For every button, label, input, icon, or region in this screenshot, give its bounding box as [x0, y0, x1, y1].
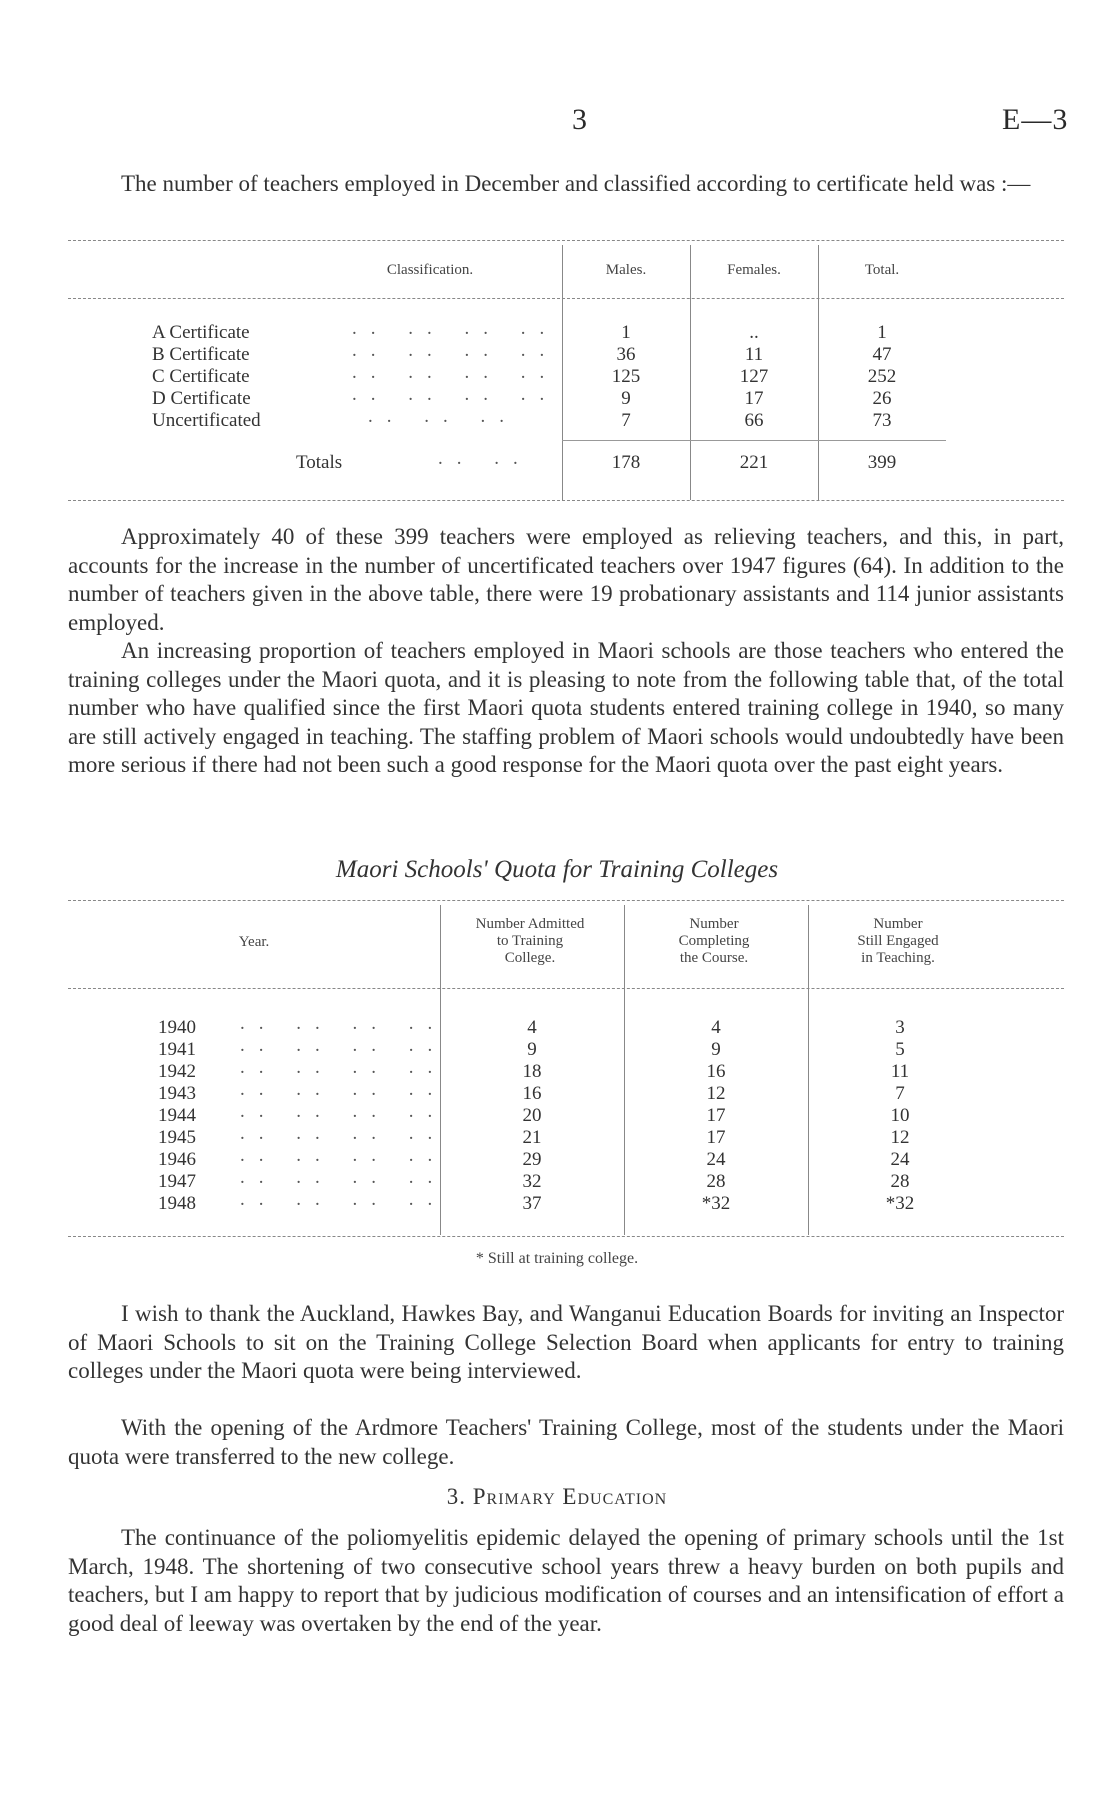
section-title: Primary Education — [472, 1484, 668, 1509]
header-classification: Classification. — [386, 262, 474, 278]
completing-value: 17 — [706, 1105, 726, 1126]
document-reference: E—3 — [1002, 103, 1069, 136]
admitted-value: 9 — [527, 1039, 537, 1060]
table-rule-top — [68, 240, 1064, 241]
table-rule-top — [68, 900, 1064, 901]
header-line: Still Engaged — [857, 933, 939, 949]
leader-dots: .. .. .. .. — [352, 362, 559, 383]
admitted-value: 37 — [522, 1193, 542, 1214]
total-value: 252 — [867, 366, 897, 387]
admitted-value: 21 — [522, 1127, 542, 1148]
males-value: 9 — [621, 388, 631, 409]
row-label: D Certificate — [152, 388, 251, 409]
completing-value: 24 — [706, 1149, 726, 1170]
header-completing — [624, 916, 804, 967]
total-value: 26 — [872, 388, 892, 409]
table-rule-bottom — [68, 1236, 1064, 1237]
header-males: Males. — [605, 262, 647, 278]
header-total: Total. — [864, 262, 900, 278]
engaged-value: 10 — [890, 1105, 910, 1126]
males-value: 7 — [621, 410, 631, 431]
leader-dots: .. .. — [438, 448, 532, 469]
leader-dots: .. .. .. .. — [352, 340, 559, 361]
leader-dots: .. .. .. — [368, 406, 518, 427]
year-value: 1948 — [158, 1193, 196, 1214]
leader-dots: .. .. .. .. — [240, 1035, 447, 1056]
header-line: Number — [689, 916, 739, 932]
completing-value: 28 — [706, 1171, 726, 1192]
header-line: the Course. — [679, 950, 749, 966]
row-label: B Certificate — [152, 344, 250, 365]
males-value: 125 — [611, 366, 641, 387]
leader-dots: .. .. .. .. — [240, 1189, 447, 1210]
males-value: 36 — [616, 344, 636, 365]
header-year: Year. — [238, 934, 270, 950]
year-value: 1941 — [158, 1039, 196, 1060]
year-value: 1942 — [158, 1061, 196, 1082]
leader-dots: .. .. .. .. — [240, 1013, 447, 1034]
leader-dots: .. .. .. .. — [240, 1145, 447, 1166]
engaged-value: 3 — [895, 1017, 905, 1038]
header-line: Completing — [678, 933, 750, 949]
admitted-value: 29 — [522, 1149, 542, 1170]
females-value: 17 — [744, 388, 764, 409]
header-engaged — [808, 916, 988, 967]
header-line: College. — [504, 950, 556, 966]
engaged-value: 7 — [895, 1083, 905, 1104]
table-rule-header — [68, 298, 1064, 299]
year-value: 1943 — [158, 1083, 196, 1104]
page-number: 3 — [572, 103, 587, 136]
header-line: Number Admitted — [475, 916, 585, 932]
leader-dots: .. .. .. .. — [240, 1057, 447, 1078]
row-label: Uncertificated — [152, 410, 261, 431]
paragraph-maori-quota: An increasing proportion of teachers employed in Maori schools are those teachers who entered the training colleges under the Maori quota, and it is pleasing to note from the following table that, of the total number who have qualified since the first Maori quota students entered training college in 1940, so many are still actively engaged in teaching. The staffing problem of Maori schools would undoubtedly have been more serious if there had not been such a good response for the Maori quota over the past eight years. — [68, 638, 1064, 777]
engaged-value: 11 — [890, 1061, 910, 1082]
leader-dots: .. .. .. .. — [240, 1123, 447, 1144]
completing-value: 9 — [711, 1039, 721, 1060]
total-value: 73 — [872, 410, 892, 431]
total-value: 1 — [877, 322, 887, 343]
admitted-value: 20 — [522, 1105, 542, 1126]
table-footnote: * Still at training college. — [475, 1250, 639, 1267]
paragraph-primary-education: The continuance of the poliomyelitis epidemic delayed the opening of primary schools until the 1st March, 1948. The shortening of two consecutive school years threw a heavy burden on both pupils and teachers, but I am happy to report that by judicious modification of courses and an intensification of effort a good deal of leeway was overtaken by the end of the year. — [68, 1525, 1064, 1636]
paragraph-relieving-teachers: Approximately 40 of these 399 teachers were employed as relieving teachers, and this, in part, accounts for the increase in the number of uncertificated teachers over 1947 figures (64). In addition to the number of teachers given in the above table, there were 19 probationary assistants and 114 junior assistants employed. — [68, 524, 1064, 635]
header-admitted — [440, 916, 620, 967]
males-value: 1 — [621, 322, 631, 343]
table-rule-header — [68, 988, 1064, 989]
admitted-value: 16 — [522, 1083, 542, 1104]
females-value: .. — [749, 322, 759, 343]
year-value: 1944 — [158, 1105, 196, 1126]
females-value: 127 — [739, 366, 769, 387]
leader-dots: .. .. .. .. — [240, 1101, 447, 1122]
section-number: 3. — [446, 1484, 466, 1509]
completing-value: 4 — [711, 1017, 721, 1038]
engaged-value: 28 — [890, 1171, 910, 1192]
year-value: 1946 — [158, 1149, 196, 1170]
leader-dots: .. .. .. .. — [240, 1167, 447, 1188]
admitted-value: 4 — [527, 1017, 537, 1038]
leader-dots: .. .. .. .. — [240, 1079, 447, 1100]
engaged-value: 24 — [890, 1149, 910, 1170]
engaged-value: *32 — [885, 1193, 915, 1214]
completing-value: *32 — [701, 1193, 731, 1214]
engaged-value: 5 — [895, 1039, 905, 1060]
admitted-value: 32 — [522, 1171, 542, 1192]
admitted-value: 18 — [522, 1061, 542, 1082]
year-value: 1947 — [158, 1171, 196, 1192]
totals-label: Totals — [296, 452, 343, 473]
header-females: Females. — [727, 262, 781, 278]
completing-value: 16 — [706, 1061, 726, 1082]
intro-paragraph: The number of teachers employed in December and classified according to certificate held was :— — [121, 171, 1031, 196]
header-line: Number — [873, 916, 923, 932]
header-line: to Training — [496, 933, 564, 949]
year-value: 1945 — [158, 1127, 196, 1148]
totals-rule — [562, 440, 946, 441]
year-value: 1940 — [158, 1017, 196, 1038]
grand-total: 399 — [867, 452, 897, 473]
section-heading — [0, 1484, 1114, 1510]
header-line: in Teaching. — [861, 950, 935, 966]
table-rule-bottom — [68, 500, 1064, 501]
total-value: 47 — [872, 344, 892, 365]
females-value: 66 — [744, 410, 764, 431]
leader-dots: .. .. .. .. — [352, 318, 559, 339]
row-label: A Certificate — [152, 322, 250, 343]
table-caption: Maori Schools' Quota for Training Colleges — [335, 856, 779, 883]
row-label: C Certificate — [152, 366, 250, 387]
females-total: 221 — [739, 452, 769, 473]
engaged-value: 12 — [890, 1127, 910, 1148]
paragraph-ardmore: With the opening of the Ardmore Teachers' Training College, most of the students under the Maori quota were transferred to the new college. — [68, 1415, 1064, 1469]
leader-dots: .. .. .. .. — [352, 384, 559, 405]
completing-value: 12 — [706, 1083, 726, 1104]
females-value: 11 — [744, 344, 764, 365]
males-total: 178 — [611, 452, 641, 473]
paragraph-thanks: I wish to thank the Auckland, Hawkes Bay, and Wanganui Education Boards for inviting an Inspector of Maori Schools to sit on the Training College Selection Board when applicants for entry to training colleges under the Maori quota were being interviewed. — [68, 1301, 1064, 1383]
completing-value: 17 — [706, 1127, 726, 1148]
